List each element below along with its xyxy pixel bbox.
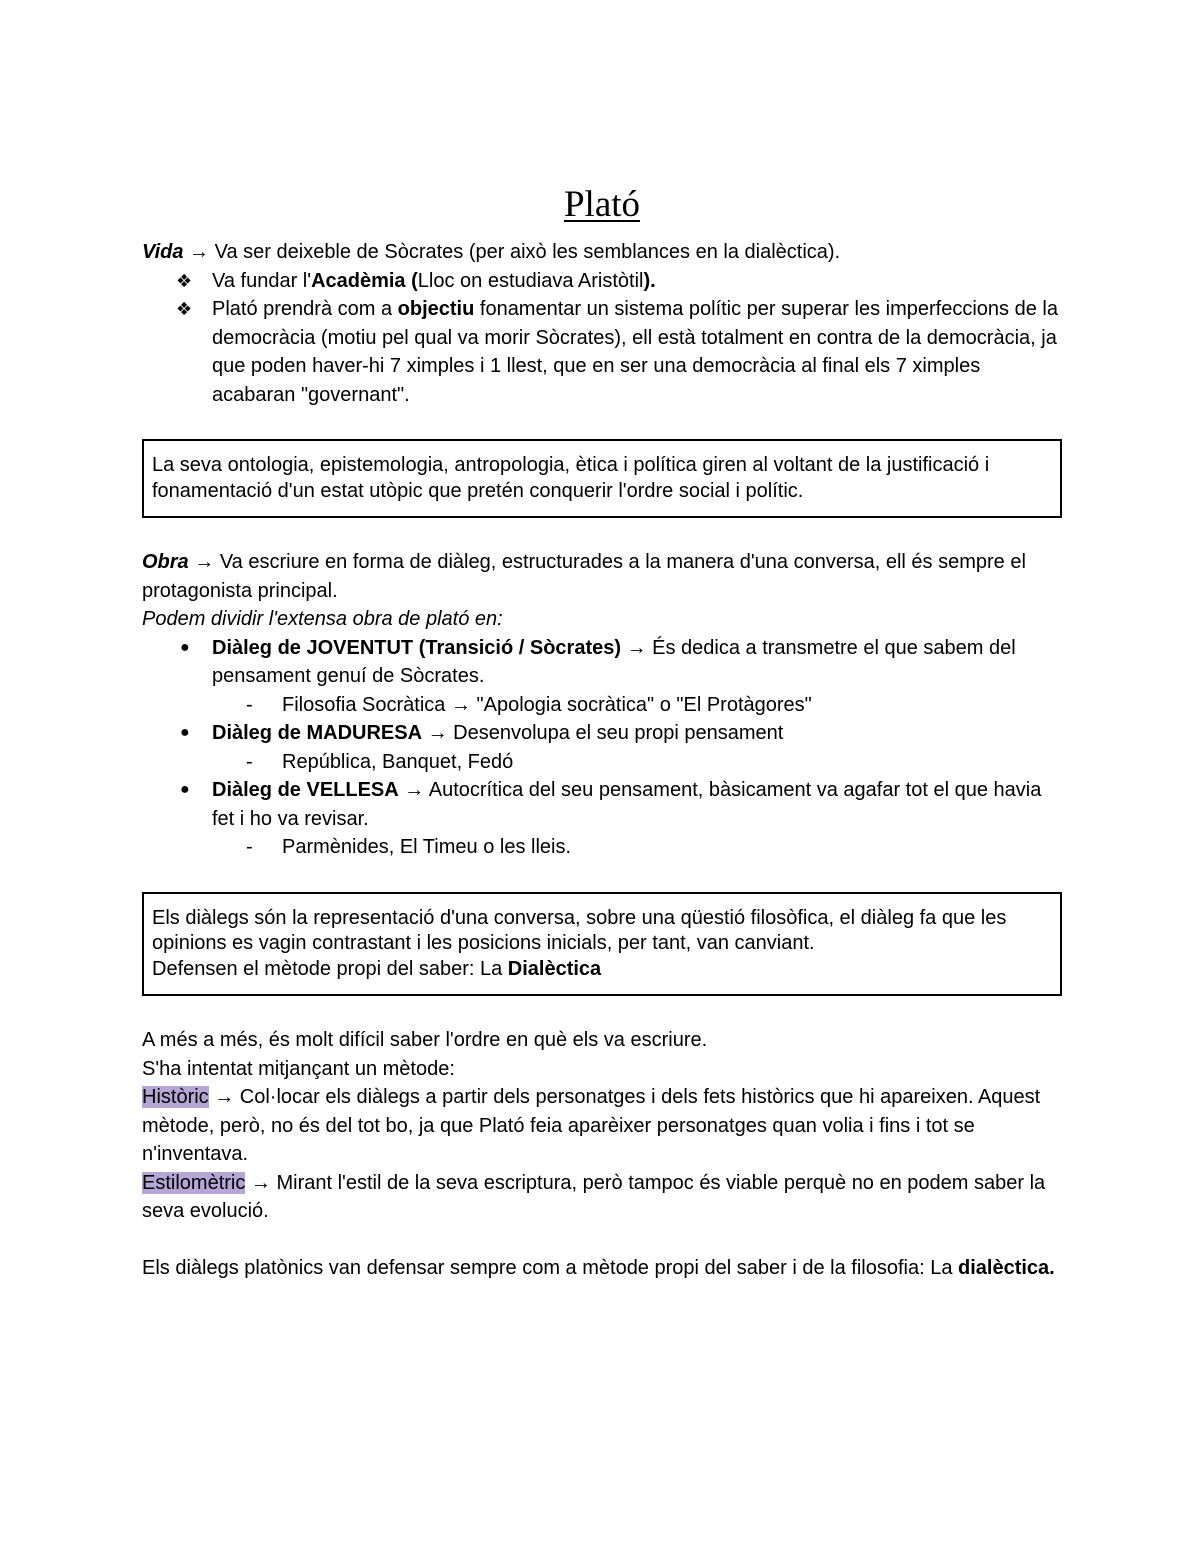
vida-paragraph: Vida → Va ser deixeble de Sòcrates (per això les semblances en la dialèctica). xyxy=(142,241,841,263)
final-paragraph: Els diàlegs platònics van defensar sempre com a mètode propi del saber i de la filosofia: La dialèctica. xyxy=(142,1257,1055,1279)
list-item: ● Diàleg de JOVENTUT (Transició / Sòcrates) → És dedica a transmetre el que sabem del pensament genuí de Sòcrates. xyxy=(142,634,1062,691)
vida-bullet-list xyxy=(142,267,1062,410)
dash-bullet-icon: - xyxy=(246,750,253,773)
method-intro: S'ha intentat mitjançant un mètode: xyxy=(142,1057,455,1080)
highlighted-term: Històric xyxy=(142,1086,209,1108)
dash-bullet-icon: - xyxy=(246,693,253,716)
ontology-box-text: La seva ontologia, epistemologia, antropologia, ètica i política giren al voltant de la justificació i fonamentació d'un estat utòpic que pretén conquerir l'ordre social i polític. xyxy=(152,454,990,502)
dialogues-box-line: Defensen el mètode propi del saber: La Dialèctica xyxy=(152,957,602,980)
list-item: ● Diàleg de MADURESA → Desenvolupa el seu propi pensament xyxy=(142,719,1062,748)
diamond-bullet-icon: ❖ xyxy=(176,270,193,291)
dot-bullet-icon: ● xyxy=(180,638,190,656)
obra-paragraph: Obra → Va escriure en forma de diàleg, estructurades a la manera d'una conversa, ell és sempre el protagonista principal. xyxy=(142,551,1026,602)
dot-bullet-icon: ● xyxy=(180,724,190,741)
obra-list xyxy=(142,776,1062,833)
vida-text: Va ser deixeble de Sòcrates (per això les semblances en la dialèctica). xyxy=(214,241,841,263)
order-paragraph: A més a més, és molt difícil saber l'ordre en què els va escriure. xyxy=(142,1029,708,1051)
sub-list-item: - República, Banquet, Fedó xyxy=(142,748,1062,777)
stylometric-method: Estilomètric → Mirant l'estil de la seva escriptura, però tampoc és viable perquè no en podem saber la seva evolució. xyxy=(142,1171,1046,1222)
sub-list-item: - Parmènides, El Timeu o les lleis. xyxy=(142,833,1062,862)
page-title: Plató xyxy=(563,184,641,225)
blank-line xyxy=(142,1226,1062,1255)
list-item: ● Diàleg de VELLESA → Autocrítica del seu pensament, bàsicament va agafar tot el que havia fet i ho va revisar. xyxy=(142,776,1062,833)
obra-intro: Podem dividir l'extensa obra de plató en: xyxy=(142,608,503,630)
dialogues-box-line: Els diàlegs són la representació d'una conversa, sobre una qüestió filosòfica, el diàleg fa que les opinions es vagin contrastant i les posicions inicials, per tant, van canviant. xyxy=(152,906,1007,954)
obra-list xyxy=(142,719,1062,748)
dash-bullet-icon: - xyxy=(246,836,253,858)
highlighted-term: Estilomètric xyxy=(142,1171,246,1194)
dialogues-box xyxy=(142,892,1062,997)
vida-label: Vida xyxy=(142,241,184,263)
historic-method: Històric → Col·locar els diàlegs a partir dels personatges i dels fets històrics que hi apareixen. Aquest mètode, però, no és del tot bo, ja que Plató feia aparèixer personatges quan volia i fins i tot se n'inventava. xyxy=(142,1086,1041,1165)
diamond-bullet-icon: ❖ xyxy=(176,299,193,319)
obra-text: Va escriure en forma de diàleg, estructurades a la manera d'una conversa, ell és sempre el protagonista principal. xyxy=(142,551,1026,602)
obra-list xyxy=(142,634,1062,691)
ontology-box xyxy=(142,439,1062,518)
list-item: ❖ Plató prendrà com a objectiu fonamentar un sistema polític per superar les imperfeccions de la democràcia (motiu pel qual va morir Sòcrates), ell està totalment en contra de la democràcia, ja que poden haver-hi 7 ximples i 1 llest, que en ser una democràcia al final els 7 ximples acabaran "governant". xyxy=(142,295,1062,409)
document-page xyxy=(142,182,1062,1283)
list-item: ❖ Va fundar l'Acadèmia (Lloc on estudiava Aristòtil). xyxy=(142,267,1062,296)
dot-bullet-icon: ● xyxy=(180,781,190,798)
sub-list-item: - Filosofia Socràtica → "Apologia socràtica" o "El Protàgores" xyxy=(142,691,1062,720)
obra-label: Obra xyxy=(142,551,189,573)
